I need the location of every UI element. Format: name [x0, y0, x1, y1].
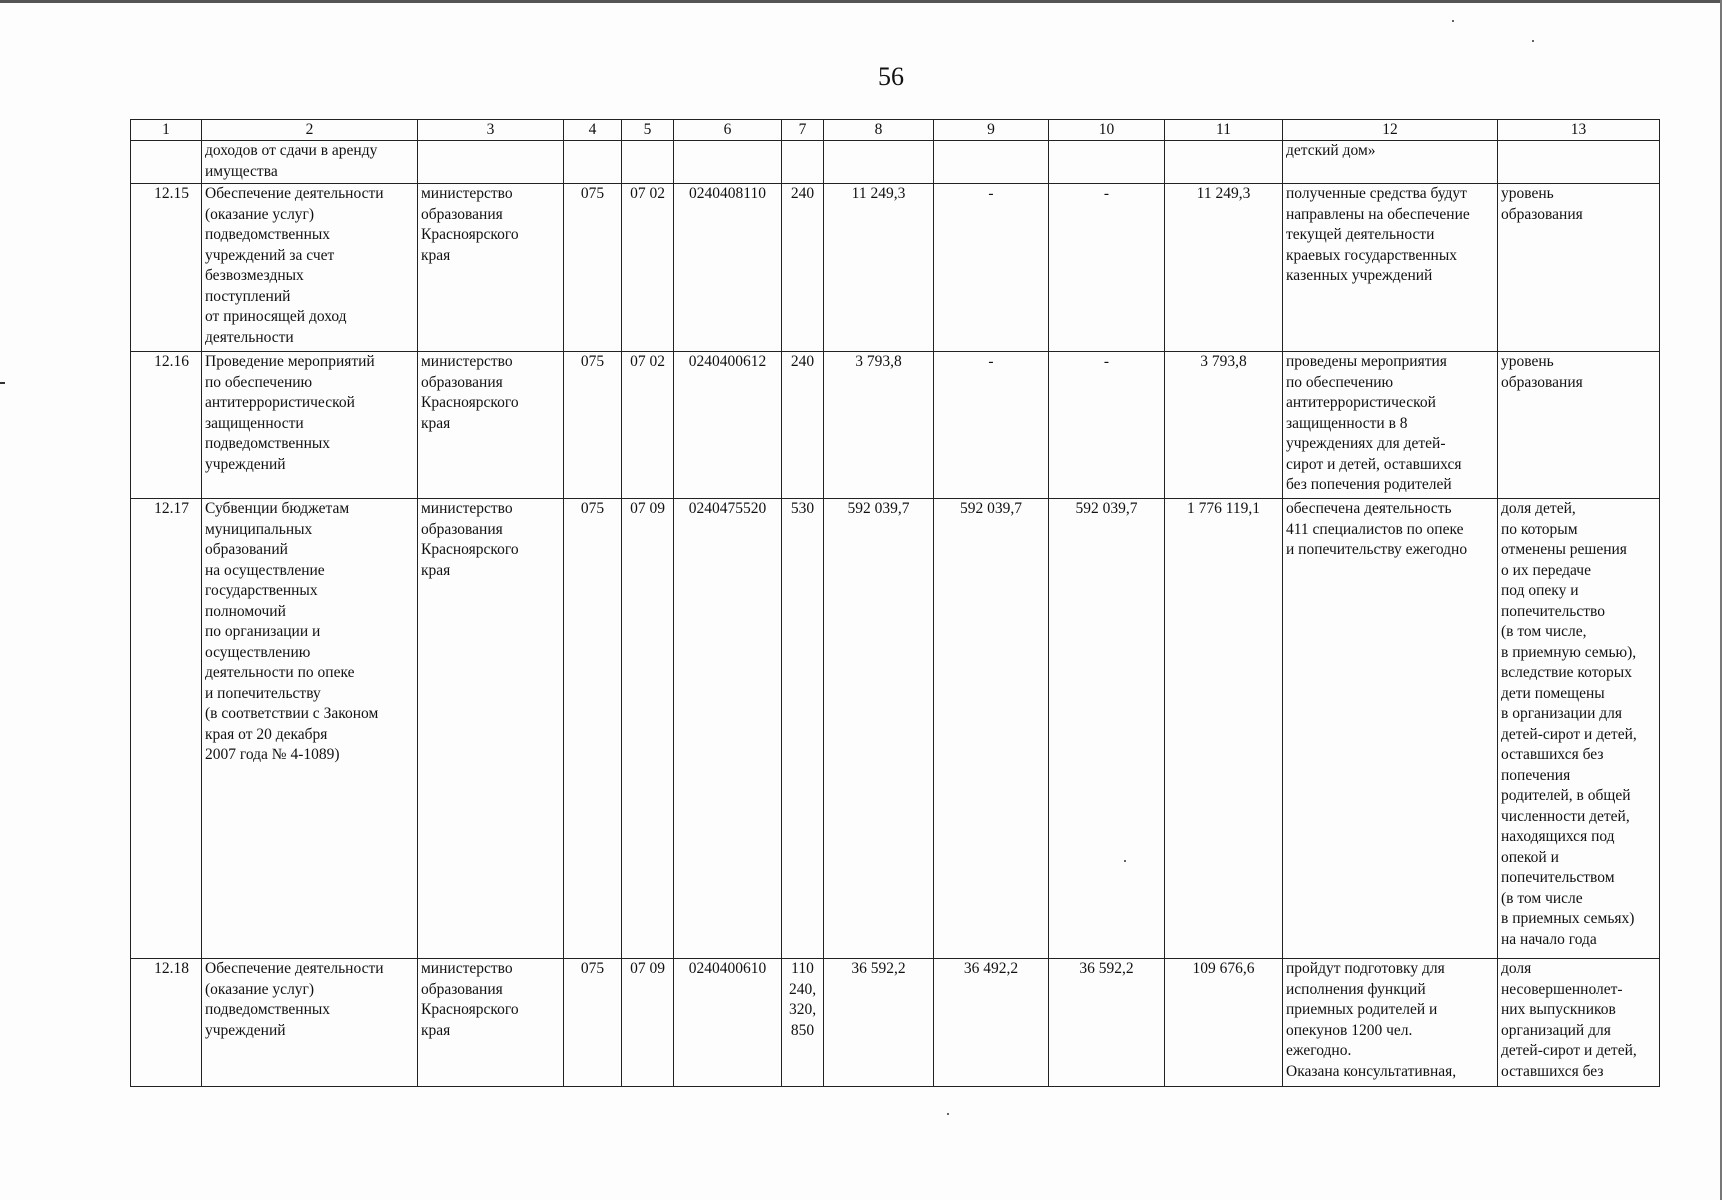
activity-name: доходов от сдачи в аренду имущества: [202, 141, 418, 184]
row-number: 12.17: [131, 499, 202, 959]
code-section: 07 02: [622, 352, 674, 499]
column-header: 1: [131, 120, 202, 141]
column-header: 5: [622, 120, 674, 141]
table-row: [131, 499, 1660, 959]
code-section: 07 02: [622, 184, 674, 352]
amount-year-3: -: [1049, 352, 1165, 499]
row-number: 12.16: [131, 352, 202, 499]
scan-edge-top: [0, 0, 1722, 3]
target-indicator: доля детей, по которым отменены решения о их передаче под опеку и попечительство (в том числе, в приемную семью), вследствие которых дети помещены в организации для детей-сирот и детей, оставшихся без попечения родителей, в общей численности детей, находящихся под опекой и попечительством (в том числе в приемных семьях) на начало года: [1498, 499, 1660, 959]
column-header: 12: [1283, 120, 1498, 141]
amount-year-2: -: [934, 352, 1049, 499]
scan-speck: [1532, 40, 1534, 42]
column-header: 8: [824, 120, 934, 141]
amount-year-2: 592 039,7: [934, 499, 1049, 959]
amount-total: 11 249,3: [1165, 184, 1283, 352]
responsible-agency: министерство образования Красноярского края: [418, 499, 564, 959]
expected-result: полученные средства будут направлены на обеспечение текущей деятельности краевых государственных казенных учреждений: [1283, 184, 1498, 352]
responsible-agency: министерство образования Красноярского края: [418, 184, 564, 352]
code-target: 0240400610: [674, 959, 782, 1087]
scan-mark: [0, 382, 5, 384]
page-number: 56: [878, 62, 904, 91]
amount-year-2: 36 492,2: [934, 959, 1049, 1087]
column-header: 13: [1498, 120, 1660, 141]
table-row: [131, 959, 1660, 1087]
activity-name: Субвенции бюджетам муниципальных образований на осуществление государственных полномочий по организации и осуществлению деятельности по опеке и попечительству (в соответствии с Законом края от 20 декабря 2007 года № 4-1089): [202, 499, 418, 959]
responsible-agency: министерство образования Красноярского края: [418, 959, 564, 1087]
expected-result: детский дом»: [1283, 141, 1498, 184]
code-expense-type: [782, 141, 824, 184]
column-header: 6: [674, 120, 782, 141]
code-target: 0240408110: [674, 184, 782, 352]
activity-name: Обеспечение деятельности (оказание услуг) подведомственных учреждений: [202, 959, 418, 1087]
column-header: 2: [202, 120, 418, 141]
amount-year-2: -: [934, 184, 1049, 352]
amount-total: [1165, 141, 1283, 184]
target-indicator: доля несовершеннолет- них выпускников организаций для детей-сирот и детей, оставшихся без: [1498, 959, 1660, 1087]
row-number: 12.18: [131, 959, 202, 1087]
table-row: [131, 184, 1660, 352]
code-target: 0240475520: [674, 499, 782, 959]
code-grbs: 075: [564, 959, 622, 1087]
column-header: 9: [934, 120, 1049, 141]
target-indicator: уровень образования: [1498, 352, 1660, 499]
target-indicator: уровень образования: [1498, 184, 1660, 352]
responsible-agency: [418, 141, 564, 184]
amount-year-3: 36 592,2: [1049, 959, 1165, 1087]
expected-result: проведены мероприятия по обеспечению антитеррористической защищенности в 8 учреждениях для детей- сирот и детей, оставшихся без попечения родителей: [1283, 352, 1498, 499]
code-grbs: 075: [564, 184, 622, 352]
code-expense-type: 110 240, 320, 850: [782, 959, 824, 1087]
expected-result: пройдут подготовку для исполнения функций приемных родителей и опекунов 1200 чел. ежегодно. Оказана консультативная,: [1283, 959, 1498, 1087]
column-header: 3: [418, 120, 564, 141]
code-grbs: 075: [564, 499, 622, 959]
code-expense-type: 530: [782, 499, 824, 959]
amount-year-1: 3 793,8: [824, 352, 934, 499]
column-header: 7: [782, 120, 824, 141]
column-header: 10: [1049, 120, 1165, 141]
amount-year-3: [1049, 141, 1165, 184]
table-row: [131, 141, 1660, 184]
row-number: 12.15: [131, 184, 202, 352]
code-expense-type: 240: [782, 184, 824, 352]
code-grbs: [564, 141, 622, 184]
amount-total: 109 676,6: [1165, 959, 1283, 1087]
amount-year-1: [824, 141, 934, 184]
row-number: [131, 141, 202, 184]
program-activities-table: [130, 119, 1660, 1087]
code-grbs: 075: [564, 352, 622, 499]
scan-speck: [947, 1113, 949, 1115]
code-target: 0240400612: [674, 352, 782, 499]
column-header: 11: [1165, 120, 1283, 141]
code-expense-type: 240: [782, 352, 824, 499]
activity-name: Проведение мероприятий по обеспечению антитеррористической защищенности подведомственных учреждений: [202, 352, 418, 499]
activity-name: Обеспечение деятельности (оказание услуг) подведомственных учреждений за счет безвозмездных поступлений от приносящей доход деятельности: [202, 184, 418, 352]
amount-year-3: -: [1049, 184, 1165, 352]
column-header: 4: [564, 120, 622, 141]
table-row: [131, 352, 1660, 499]
target-indicator: [1498, 141, 1660, 184]
code-target: [674, 141, 782, 184]
amount-year-1: 36 592,2: [824, 959, 934, 1087]
code-section: 07 09: [622, 959, 674, 1087]
amount-year-3: 592 039,7: [1049, 499, 1165, 959]
amount-total: 3 793,8: [1165, 352, 1283, 499]
amount-year-1: 592 039,7: [824, 499, 934, 959]
amount-year-2: [934, 141, 1049, 184]
amount-total: 1 776 119,1: [1165, 499, 1283, 959]
scan-speck: [1452, 20, 1454, 22]
column-number-row: [131, 120, 1660, 141]
code-section: 07 09: [622, 499, 674, 959]
amount-year-1: 11 249,3: [824, 184, 934, 352]
responsible-agency: министерство образования Красноярского края: [418, 352, 564, 499]
code-section: [622, 141, 674, 184]
expected-result: обеспечена деятельность 411 специалистов по опеке и попечительству ежегодно: [1283, 499, 1498, 959]
